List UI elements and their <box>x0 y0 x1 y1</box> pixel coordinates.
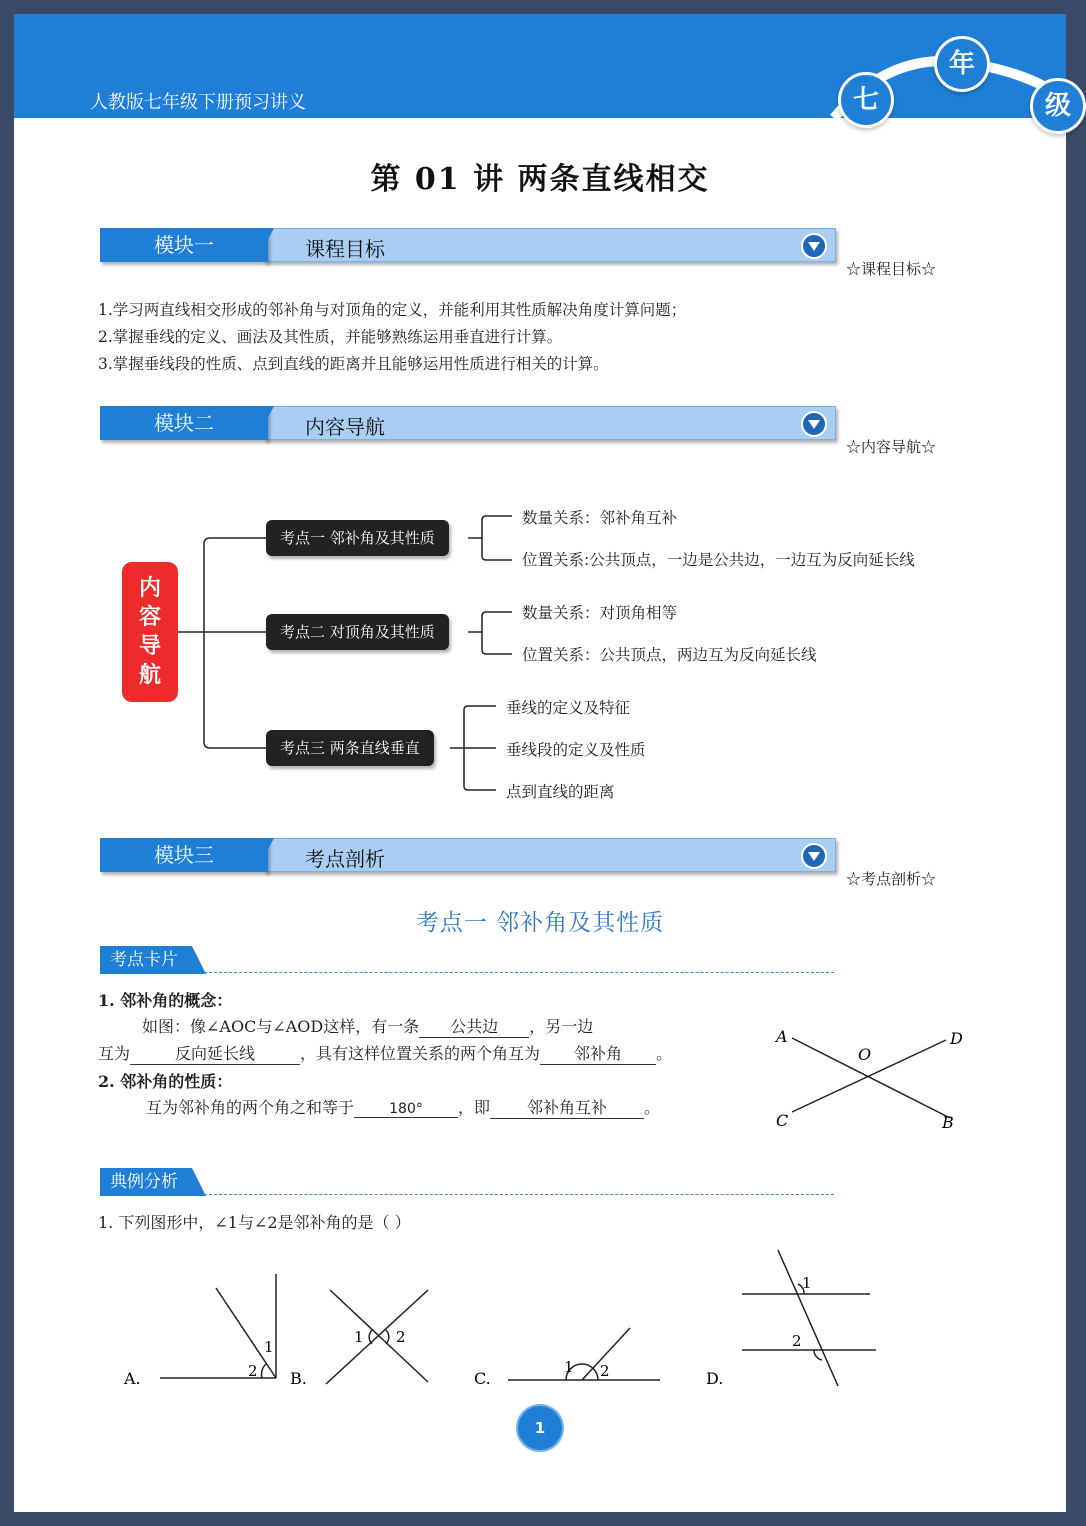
fig-label-D: D <box>950 1029 963 1048</box>
card-blank-180: 180° <box>354 1101 458 1118</box>
example-figures <box>14 1234 1066 1394</box>
nav-point-1-item-2: 位置关系:公共顶点，一边是公共边，一边互为反向延长线 <box>522 551 915 569</box>
grade-badge-1: 七 <box>838 72 894 128</box>
fig-a-slant-line <box>216 1288 276 1378</box>
module-3-slant <box>256 838 274 872</box>
card-line-1-text-a: 如图：像∠AOC与∠AOD这样，有一条 <box>142 1017 420 1036</box>
module-2-tag: 模块二 <box>100 406 268 440</box>
nav-point-2-item-1: 数量关系：对顶角相等 <box>522 604 678 622</box>
fig-b-line-2 <box>326 1290 428 1384</box>
card-line-3 <box>146 1095 660 1119</box>
fig-d-angle-1: 1 <box>802 1274 812 1292</box>
chevron-down-icon[interactable] <box>801 843 827 869</box>
module-1-side-label: ☆课程目标☆ <box>846 260 937 278</box>
module-2-label-bg <box>264 406 836 440</box>
nav-root-char-2: 容 <box>138 605 161 630</box>
fig-label-A: A <box>776 1027 788 1046</box>
module-1-label-bg <box>264 228 836 262</box>
card-line-3-text-c: 。 <box>644 1098 661 1117</box>
card-line-1-text-b: ，另一边 <box>529 1017 594 1036</box>
nav-point-3-item-2: 垂线段的定义及性质 <box>506 741 646 759</box>
module-1-tag: 模块一 <box>100 228 268 262</box>
card-tag: 考点卡片 <box>100 946 192 974</box>
nav-point-2-item-2: 位置关系：公共顶点，两边互为反向延长线 <box>522 646 817 664</box>
nav-point-2: 考点二 对顶角及其性质 <box>266 614 449 650</box>
module-3-bar <box>100 838 836 874</box>
fig-b-angle-2: 2 <box>396 1328 406 1346</box>
module-1-bar <box>100 228 836 264</box>
fig-a-angle-arc <box>261 1364 266 1378</box>
module-1-slant <box>256 228 274 262</box>
fig-b-angle-1: 1 <box>354 1328 364 1346</box>
page <box>14 14 1071 1512</box>
fig-c-angle-1: 1 <box>564 1358 574 1376</box>
goal-2: 2.掌握垂线的定义、画法及其性质，并能够熟练运用垂直进行计算。 <box>98 328 563 346</box>
card-blank-reverse-extension: 反向延长线 <box>130 1041 300 1065</box>
intersecting-lines-figure <box>770 1024 970 1134</box>
fig-label-O: O <box>858 1045 872 1064</box>
module-1-label: 课程目标 <box>305 237 385 261</box>
fig-label-B: B <box>942 1113 954 1132</box>
nav-point-3-item-3: 点到直线的距离 <box>506 783 615 801</box>
card-line-2 <box>98 1041 672 1065</box>
module-2-label: 内容导航 <box>305 415 385 439</box>
fig-a-angle-2: 2 <box>248 1362 258 1380</box>
module-3-label-bg <box>264 838 836 872</box>
module-3-label: 考点剖析 <box>305 847 385 871</box>
card-line-2-text-b: ，具有这样位置关系的两个角互为 <box>300 1044 541 1063</box>
nav-root-box <box>122 562 178 702</box>
card-blank-common-side: 公共边 <box>419 1014 529 1038</box>
nav-point-1: 考点一 邻补角及其性质 <box>266 520 449 556</box>
lesson-title: 第 01 讲 两条直线相交 <box>370 162 710 197</box>
grade-badge-3: 级 <box>1030 78 1086 134</box>
nav-point-1-item-1: 数量关系：邻补角互补 <box>522 509 678 527</box>
fig-d-angle-2: 2 <box>792 1332 802 1350</box>
module-3-tag: 模块三 <box>100 838 268 872</box>
section-title: 考点一 邻补角及其性质 <box>415 910 665 936</box>
option-B-label[interactable]: B. <box>290 1369 307 1388</box>
fig-d-arc-2 <box>814 1350 822 1360</box>
nav-point-3-item-1: 垂线的定义及特征 <box>506 699 631 717</box>
card-line-1 <box>142 1014 593 1038</box>
card-line-3-text-b: ，即 <box>458 1098 491 1117</box>
fig-label-C: C <box>776 1111 789 1130</box>
chevron-down-icon[interactable] <box>801 233 827 259</box>
goal-3: 3.掌握垂线段的性质、点到直线的距离并且能够运用性质进行相关的计算。 <box>98 355 609 373</box>
chevron-down-icon[interactable] <box>801 411 827 437</box>
nav-root-char-4: 航 <box>138 663 161 688</box>
option-D-label[interactable]: D. <box>706 1369 724 1388</box>
card-line-2-text-c: 。 <box>656 1044 673 1063</box>
page-number: 1 <box>516 1404 564 1452</box>
module-3-side-label: ☆考点剖析☆ <box>846 870 937 888</box>
module-2-side-label: ☆内容导航☆ <box>846 438 937 456</box>
example-question-1: 1. 下列图形中，∠1与∠2是邻补角的是（ ） <box>98 1213 411 1232</box>
fig-d-transversal <box>778 1250 838 1386</box>
grade-badge-2: 年 <box>934 36 990 92</box>
fig-b-arc-2 <box>386 1330 389 1344</box>
module-2-bar <box>100 406 836 442</box>
nav-point-3: 考点三 两条直线垂直 <box>266 730 434 766</box>
fig-c-angle-2: 2 <box>600 1362 610 1380</box>
card-blank-adjacent-angle: 邻补角 <box>540 1041 656 1065</box>
nav-root-char-1: 内 <box>138 576 161 601</box>
fig-a-angle-1: 1 <box>264 1338 274 1356</box>
header-title: 人教版七年级下册预习讲义 <box>90 92 306 113</box>
card-blank-supplementary: 邻补角互补 <box>490 1095 644 1119</box>
card-line-3-text-a: 互为邻补角的两个角之和等于 <box>146 1098 355 1117</box>
example-tag: 典例分析 <box>100 1168 192 1196</box>
nav-root-char-3: 导 <box>138 634 161 659</box>
card-line-2-text-a: 互为 <box>98 1044 131 1063</box>
option-A-label[interactable]: A. <box>124 1369 141 1388</box>
card-dashed-divider <box>204 972 834 973</box>
card-heading-2: 2. 邻补角的性质： <box>98 1072 233 1091</box>
module-2-slant <box>256 406 274 440</box>
example-dashed-divider <box>204 1194 834 1195</box>
option-C-label[interactable]: C. <box>474 1369 491 1388</box>
goal-1: 1.学习两直线相交形成的邻补角与对顶角的定义，并能利用其性质解决角度计算问题； <box>98 301 687 319</box>
card-heading-1: 1. 邻补角的概念： <box>98 991 233 1010</box>
